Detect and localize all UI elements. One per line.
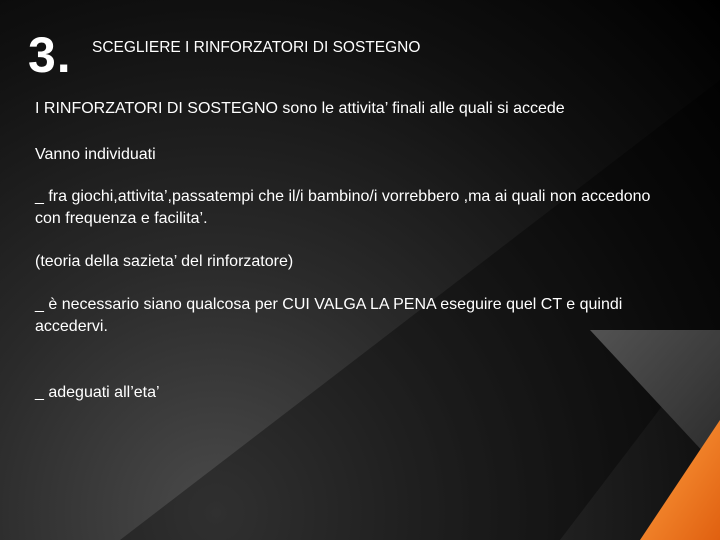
orange-triangle-shape [640, 420, 720, 540]
slide-title: SCEGLIERE I RINFORZATORI DI SOSTEGNO [92, 39, 421, 56]
bullet-item: _ adeguati all’eta’ [35, 384, 160, 401]
paragraph: (teoria della sazieta’ del rinforzatore) [35, 253, 294, 270]
bullet-item: _ è necessario siano qualcosa per CUI VALGA LA PENA eseguire quel CT e quindi accedervi. [35, 296, 623, 335]
bullet-item: _ fra giochi,attivita’,passatempi che il/i bambino/i vorrebbero ,ma ai quali non accedono con frequenza e facilita’. [35, 188, 651, 227]
paragraph: I RINFORZATORI DI SOSTEGNO sono le attivita’ finali alle quali si accede [35, 100, 565, 117]
slide-number: 3. [28, 27, 72, 83]
paragraph: Vanno individuati [35, 146, 156, 163]
